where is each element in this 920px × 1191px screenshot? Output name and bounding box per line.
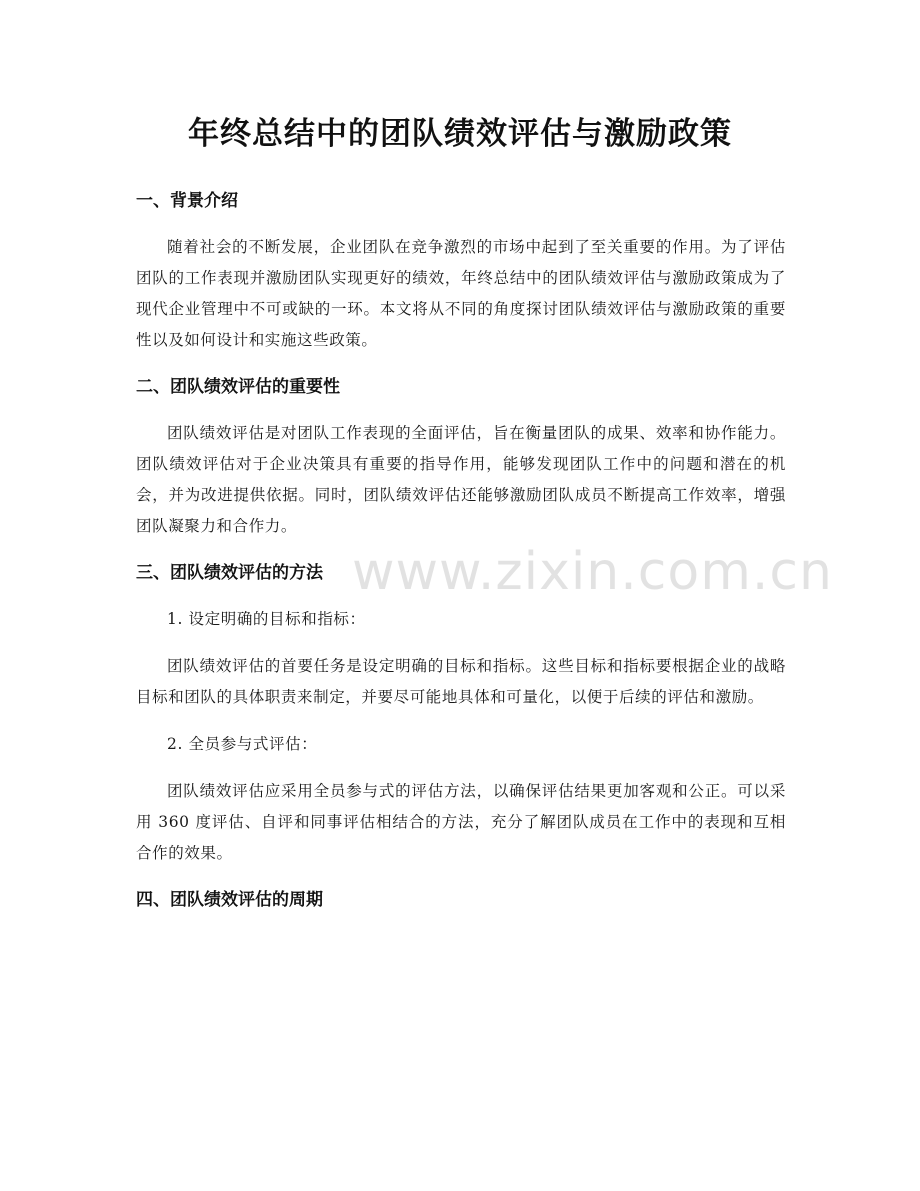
list-item-heading: 2. 全员参与式评估： [167, 735, 318, 753]
watermark-text: www.zixin.com.cn [352, 542, 833, 602]
document-title: 年终总结中的团队绩效评估与激励政策 [188, 116, 732, 152]
paragraph: 团队绩效评估是对团队工作表现的全面评估，旨在衡量团队的成果、效率和协作能力。团队绩效评估对于企业决策具有重要的指导作用，能够发现团队工作中的问题和潜在的机会，并为改进提供依据。同时，团队绩效评估还能够激励团队成员不断提高工作效率，增强团队凝聚力和合作力。 [136, 424, 786, 535]
paragraph: 团队绩效评估应采用全员参与式的评估方法，以确保评估结果更加客观和公正。可以采用 360 度评估、自评和同事评估相结合的方法，充分了解团队成员在工作中的表现和互相合作的效果。 [136, 782, 786, 862]
section-background [136, 186, 786, 356]
section-methods [136, 558, 786, 869]
document-body [136, 186, 786, 915]
list-item-heading: 1. 设定明确的目标和指标： [167, 610, 366, 628]
section-cycle [136, 885, 786, 915]
section-heading: 四、团队绩效评估的周期 [136, 890, 323, 910]
section-heading: 二、团队绩效评估的重要性 [136, 377, 340, 397]
section-heading: 一、背景介绍 [136, 191, 238, 211]
paragraph: 随着社会的不断发展，企业团队在竞争激烈的市场中起到了至关重要的作用。为了评估团队的工作表现并激励团队实现更好的绩效，年终总结中的团队绩效评估与激励政策成为了现代企业管理中不可或缺的一环。本文将从不同的角度探讨团队绩效评估与激励政策的重要性以及如何设计和实施这些政策。 [136, 238, 786, 349]
section-heading: 三、团队绩效评估的方法 [136, 563, 323, 583]
section-importance [136, 372, 786, 542]
paragraph: 团队绩效评估的首要任务是设定明确的目标和指标。这些目标和指标要根据企业的战略目标和团队的具体职责来制定，并要尽可能地具体和可量化，以便于后续的评估和激励。 [136, 657, 786, 706]
